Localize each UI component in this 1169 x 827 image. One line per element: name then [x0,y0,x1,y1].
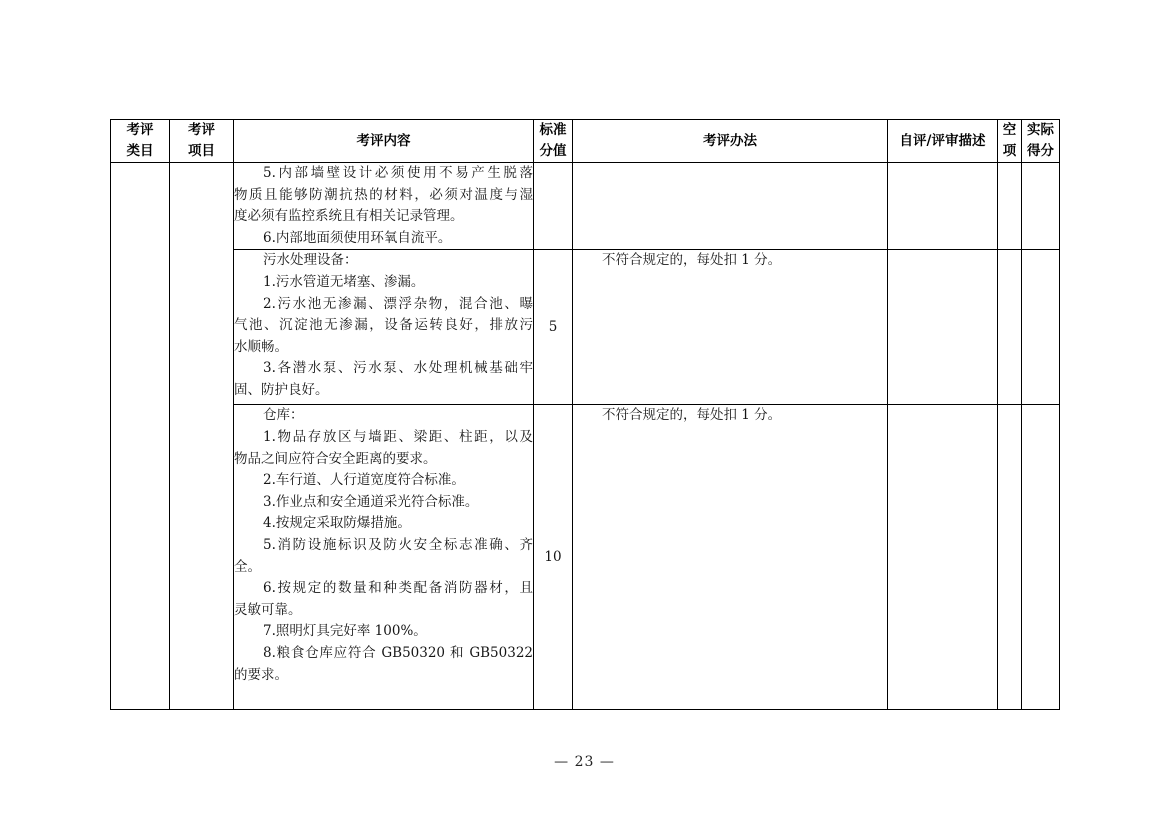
content-line: 4.按规定采取防爆措施。 [263,515,411,532]
content-line: 2.污水池无渗漏、漂浮杂物，混合池、曝 [263,295,533,312]
content-line: 全。 [234,558,261,575]
actual-score-cell [1022,163,1060,250]
header-item-line: 考评 [188,122,215,138]
content-line: 5.消防设施标识及防火安全标志准确、齐 [263,536,533,553]
content-line: 6.按规定的数量和种类配备消防器材，且 [263,580,533,597]
self-review-cell [888,163,998,250]
header-row [111,120,1060,163]
header-item [170,120,234,163]
header-score-line: 分值 [539,143,567,159]
content-paragraph [234,405,533,427]
table-row [111,163,1060,250]
content-paragraph [234,470,533,492]
content-cell [234,250,534,405]
content-line: 6.内部地面须使用环氧自流平。 [263,229,452,246]
header-score [534,120,573,163]
content-paragraph [234,643,533,686]
content-line: 5.内部墙壁设计必须使用不易产生脱落 [263,165,533,181]
content-line: 气池、沉淀池无渗漏，设备运转良好，排放污 [234,317,533,334]
score-cell [534,163,573,250]
header-category [111,120,170,163]
content-line: 度必须有监控系统且有相关记录管理。 [234,208,464,225]
header-actual-score [1022,120,1060,163]
content-line: 水顺畅。 [234,338,288,355]
method-cell [573,250,888,405]
empty-item-cell [998,250,1022,405]
header-category-line: 类目 [126,143,154,159]
score-cell: 10 [534,405,573,710]
content-paragraph [234,578,533,621]
content-paragraph [234,513,533,535]
header-actual-score-line: 实际 [1027,122,1054,138]
header-empty-item-line: 空 [1002,122,1017,138]
header-empty-item-line: 项 [1002,143,1017,159]
content-line: 8.粮食仓库应符合 GB50320 和 GB50322 [263,644,533,661]
table-row [111,250,1060,405]
content-paragraph [234,228,533,250]
content-paragraph [234,250,533,272]
content-paragraph [234,535,533,578]
actual-score-cell [1022,250,1060,405]
content-line: 仓库： [263,407,304,424]
content-line: 固、防护良好。 [234,381,329,398]
page-number: — 23 — [554,754,615,770]
header-actual-score-line: 得分 [1027,143,1054,159]
content-paragraph [234,427,533,470]
content-paragraph [234,621,533,643]
content-line: 2.车行道、人行道宽度符合标准。 [263,472,465,489]
item-cell [170,163,234,710]
content-cell [234,405,534,710]
method-text: 不符合规定的，每处扣 1 分。 [602,252,782,269]
actual-score-cell [1022,405,1060,710]
method-cell [573,405,888,710]
header-score-line: 标准 [539,122,567,138]
score-cell: 5 [534,250,573,405]
content-paragraph [234,492,533,514]
header-content: 考评内容 [234,120,534,163]
content-paragraph [234,358,533,401]
content-paragraph [234,163,533,228]
content-line: 污水处理设备： [263,252,358,269]
content-line: 7.照明灯具完好率 100%。 [263,623,427,640]
content-line: 3.各潜水泵、污水泵、水处理机械基础牢 [263,360,533,377]
empty-item-cell [998,163,1022,250]
content-cell [234,163,534,250]
content-paragraph [234,294,533,359]
evaluation-table [110,119,1060,710]
header-category-line: 考评 [126,122,154,138]
empty-item-cell [998,405,1022,710]
content-line: 1.污水管道无堵塞、渗漏。 [263,273,425,290]
content-line: 物品之间应符合安全距离的要求。 [234,450,437,467]
category-cell [111,163,170,710]
method-cell [573,163,888,250]
table-row [111,405,1060,710]
self-review-cell [888,250,998,405]
method-text: 不符合规定的，每处扣 1 分。 [602,407,782,424]
self-review-cell [888,405,998,710]
header-method: 考评办法 [573,120,888,163]
content-line: 物质且能够防潮抗热的材料，必须对温度与湿 [234,186,533,203]
header-empty-item [998,120,1022,163]
content-line: 1.物品存放区与墙距、梁距、柱距，以及 [263,428,533,445]
content-paragraph [234,272,533,294]
header-self-review: 自评/评审描述 [888,120,998,163]
content-line: 3.作业点和安全通道采光符合标准。 [263,493,479,510]
content-line: 灵敏可靠。 [234,601,302,618]
header-item-line: 项目 [188,143,215,159]
content-line: 的要求。 [234,666,288,683]
